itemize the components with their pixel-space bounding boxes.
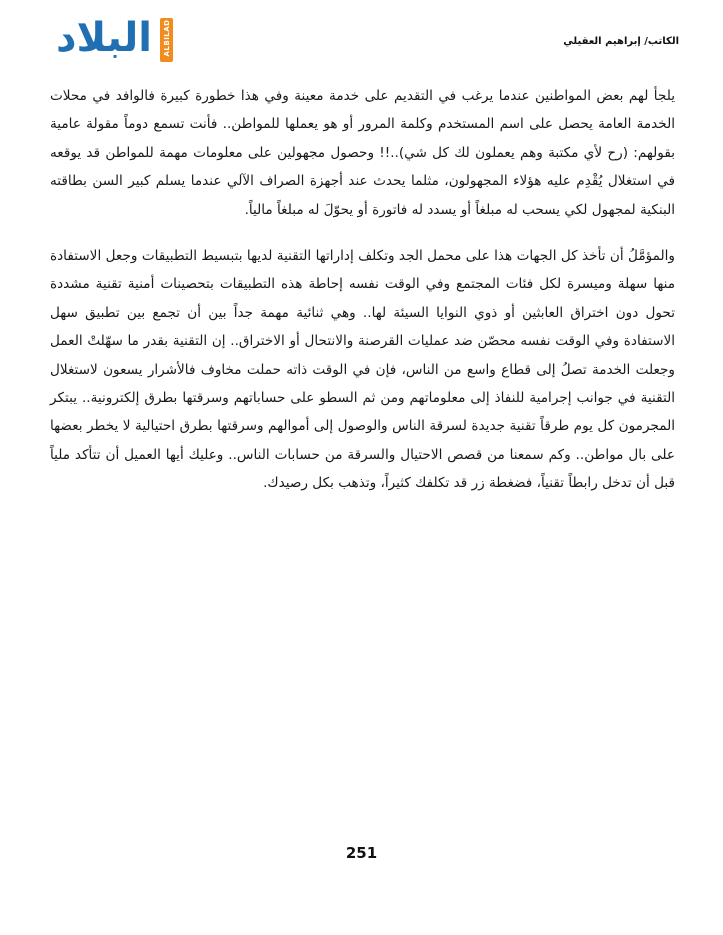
paragraph-2: والمؤمَّلُ أن تأخذ كل الجهات هذا على محمل الجد وتكلف إداراتها التقنية لديها بتبسيط التطبيقات وجعل الاستفادة منها سهلة وميسرة لكل فئات المجتمع وفي الوقت نفسه إحاطة هذه التطبيقات بتحصينات أمنية تقنية مشددة تحول دون اختراق العابثين أو ذوي النوايا السيئة لها.. وهي ثنائية مهمة جداً بين أن تجمع بين تطبيق سهل الاستفادة وفي الوقت نفسه محصّن ضد عمليات القرصنة والانتحال أو الاختراق.. إن التقنية بقدر ما سهّلتْ العمل وجعلت الخدمة تصلُ إلى قطاع واسع من الناس، فإن في الوقت ذاته حملت مخاوف فالأشرار يسعون لاستغلال التقنية في جوانب إجرامية للنفاذ إلى معلوماتهم ومن ثم السطو على حساباتهم وسرقتها بطرق إلكترونية.. يبتكر المجرمون كل يوم طرقاً تقنية جديدة لسرقة الناس والوصول إلى أموالهم وسرقتها بطرق احتيالية لا يخطر بعضها على بال مواطن.. وكم سمعنا من قصص الاحتيال والسرقة من حسابات الناس.. وعليك أيها العميل أن تتأكد ملياً قبل أن تدخل رابطاً تقنياً، فضغطة زر قد تكلفك كثيراً، وتذهب بكل رصيدك.	[50, 248, 675, 492]
albilad-logo	[50, 16, 180, 64]
logo-tag-text: ALBILAD	[163, 19, 171, 57]
author-byline: الكاتب/ إبراهيم العقيلي	[563, 36, 679, 47]
article-body	[50, 82, 675, 498]
paragraph-1: يلجأ لهم بعض المواطنين عندما يرغب في التقديم على خدمة معينة وفي هذا خطورة كبيرة فالوافد في محلات الخدمة العامة يحصل على اسم المستخدم وكلمة المرور أو هو يعملها للمواطن.. فأنت تسمع دوماً مقولة عامية بقولهم: (رح لأي مكتبة وهم يعملون لك كل شي)..!! وحصول مجهولين على معلومات مهمة للمواطن قد يوقعه في استغلال يُقْدِم عليه هؤلاء المجهولون، مثلما يحدث عند أجهزة الصراف الآلي عندما يسلم كبير السن بطاقته البنكية لمجهول لكي يسحب له مبلغاً أو يسدد له فاتورة أو يحوّلَ له مبلغاً مالياً.	[50, 88, 675, 218]
page-number: 251	[345, 844, 378, 862]
logo-wordmark: البلاد	[56, 15, 152, 61]
logo-tag	[160, 18, 173, 62]
